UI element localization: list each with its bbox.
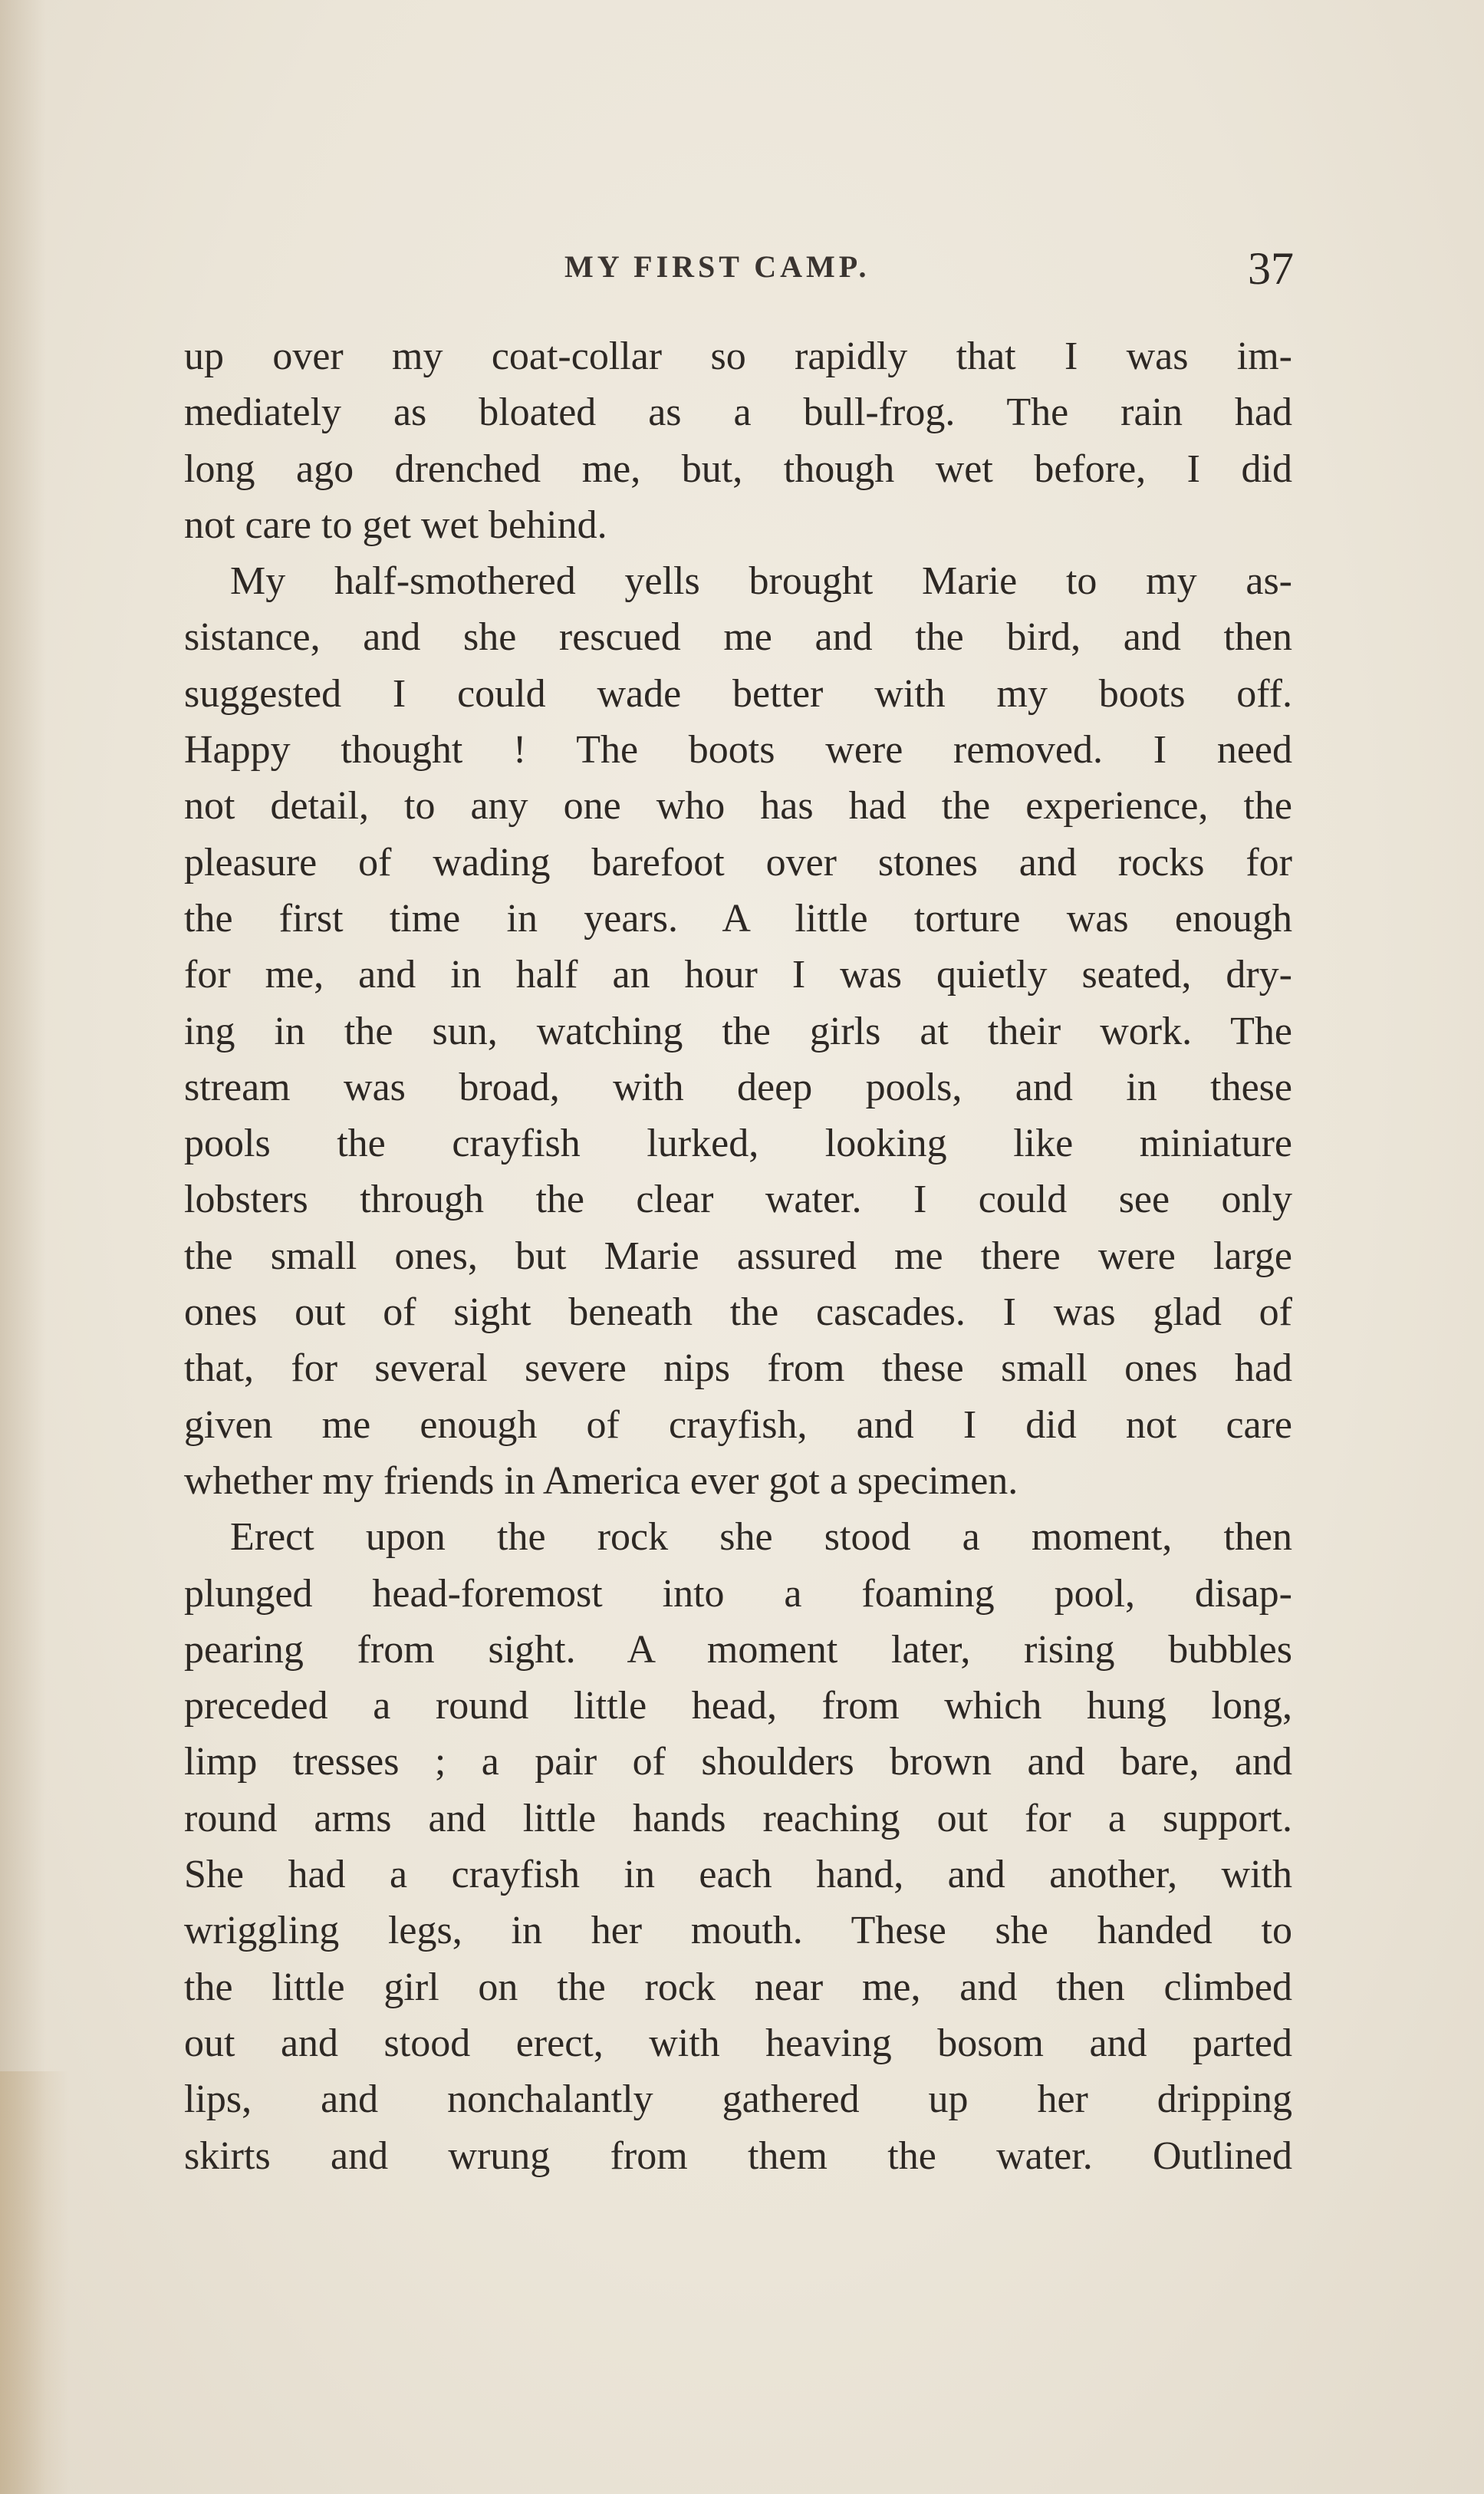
text-line: Erect upon the rock she stood a moment, then: [230, 1515, 1292, 1560]
text-line: She had a crayfish in each hand, and another, with: [184, 1853, 1292, 1897]
text-line: the little girl on the rock near me, and then climbed: [184, 1965, 1292, 2009]
text-line: round arms and little hands reaching out for a support.: [184, 1796, 1292, 1840]
page-edge-stain: [0, 2071, 69, 2494]
text-line: for me, and in half an hour I was quietly seated, dry-: [184, 953, 1292, 997]
text-line: the small ones, but Marie assured me there were large: [184, 1234, 1292, 1278]
text-line: that, for several severe nips from these small ones had: [184, 1346, 1292, 1391]
page-number: 37: [1248, 243, 1294, 294]
text-line: not care to get wet behind.: [184, 502, 607, 547]
text-line: lobsters through the clear water. I could see only: [184, 1178, 1292, 1222]
text-line: whether my friends in America ever got a specimen.: [184, 1458, 1018, 1503]
text-line: limp tresses ; a pair of shoulders brown and bare, and: [184, 1740, 1292, 1784]
text-line: given me enough of crayfish, and I did not care: [184, 1402, 1292, 1447]
text-line: Happy thought ! The boots were removed. I need: [184, 728, 1292, 773]
text-line: preceded a round little head, from which hung long,: [184, 1684, 1292, 1728]
text-line: sistance, and she rescued me and the bird, and then: [184, 615, 1292, 660]
text-line: skirts and wrung from them the water. Outlined: [184, 2133, 1292, 2178]
text-line: plunged head-foremost into a foaming pool, disap-: [184, 1571, 1292, 1616]
text-line: out and stood erect, with heaving bosom and parted: [184, 2021, 1292, 2065]
running-head: [0, 245, 1484, 292]
text-line: up over my coat-collar so rapidly that I was im-: [184, 334, 1292, 378]
text-line: mediately as bloated as a bull-frog. The rain had: [184, 390, 1292, 435]
text-line: ones out of sight beneath the cascades. I was glad of: [184, 1290, 1292, 1335]
running-title: MY FIRST CAMP.: [564, 249, 870, 284]
text-line: lips, and nonchalantly gathered up her dripping: [184, 2077, 1292, 2122]
text-line: pools the crayfish lurked, looking like miniature: [184, 1122, 1292, 1166]
text-line: My half-smothered yells brought Marie to my as-: [230, 559, 1292, 604]
text-line: wriggling legs, in her mouth. These she handed to: [184, 1909, 1292, 1953]
text-line: ing in the sun, watching the girls at their work. The: [184, 1009, 1292, 1053]
text-line: stream was broad, with deep pools, and in these: [184, 1065, 1292, 1109]
text-line: suggested I could wade better with my boots off.: [184, 671, 1292, 716]
text-line: long ago drenched me, but, though wet before, I did: [184, 446, 1292, 491]
text-line: the first time in years. A little torture was enough: [184, 896, 1292, 941]
text-line: pleasure of wading barefoot over stones and rocks for: [184, 840, 1292, 885]
text-line: not detail, to any one who has had the experience, the: [184, 784, 1292, 829]
body-text: [184, 328, 1292, 2184]
text-line: pearing from sight. A moment later, rising bubbles: [184, 1627, 1292, 1672]
